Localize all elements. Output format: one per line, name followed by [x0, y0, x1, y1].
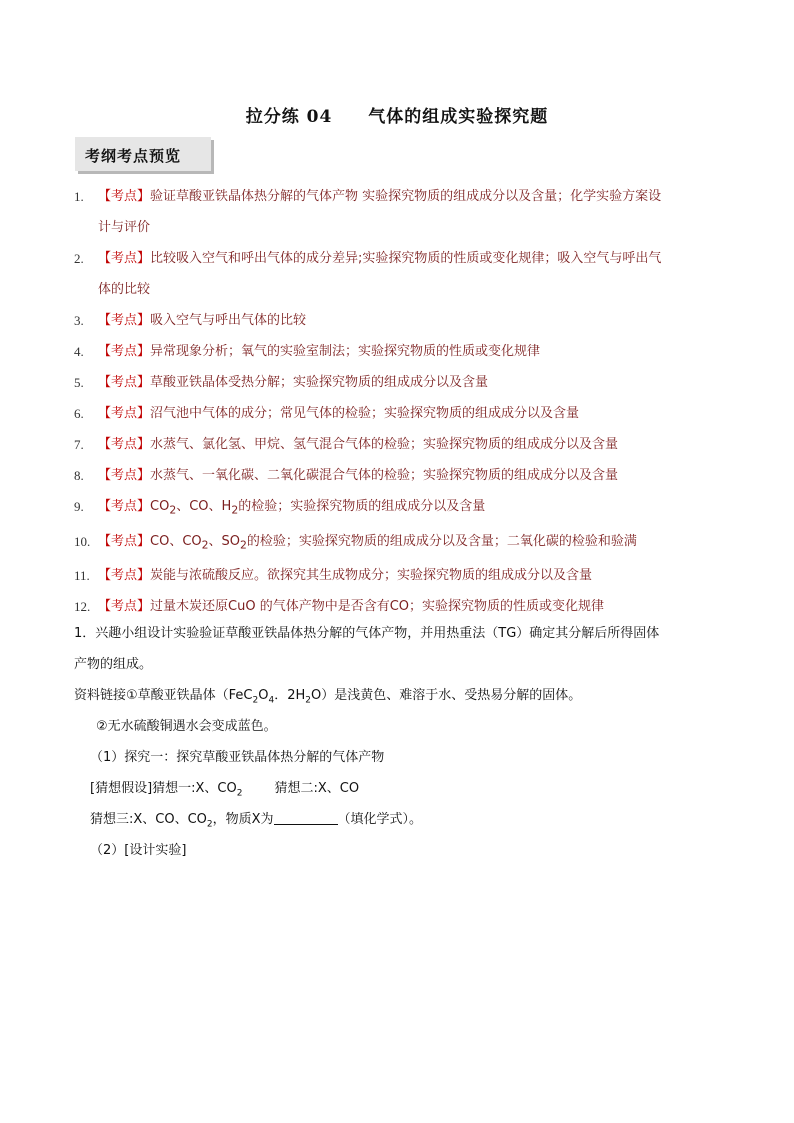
key-point-number: 9. — [74, 499, 84, 514]
key-point-tag: 【考点】 — [98, 437, 151, 452]
key-point-number: 12. — [74, 599, 91, 615]
key-point-text: 验证草酸亚铁晶体热分解的气体产物 实验探究物质的组成成分以及含量；化学实验方案设 — [150, 189, 662, 204]
key-point-number: 1. — [74, 189, 84, 204]
key-point-item — [74, 367, 734, 398]
question-line-2: 产物的组成。 — [74, 657, 153, 672]
key-point-tag: 【考点】 — [98, 251, 151, 266]
key-point-item — [74, 336, 734, 367]
key-point-number: 5. — [74, 375, 84, 390]
key-point-tag: 【考点】 — [98, 375, 151, 390]
page-title — [0, 102, 794, 127]
key-point-text: 比较吸入空气和呼出气体的成分差异;实验探究物质的性质或变化规律；吸入空气与呼出气 — [150, 251, 662, 266]
key-point-item — [74, 429, 734, 460]
key-point-tag: 【考点】 — [98, 189, 151, 204]
key-point-number: 11. — [74, 568, 90, 584]
question-line-1: 1．兴趣小组设计实验验证草酸亚铁晶体热分解的气体产物，并用热重法（TG）确定其分解后所得固体 — [74, 626, 660, 641]
key-point-item — [74, 526, 734, 561]
key-point-text: $CO_2$、CO、$H_2$的检验；实验探究物质的组成成分以及含量 — [150, 499, 486, 517]
key-point-tag: 【考点】 — [98, 344, 151, 359]
key-point-number: 6. — [74, 406, 84, 421]
key-point-item — [74, 398, 734, 429]
question-line-6: [猜想假设]猜想一:X、$CO_2$ 猜想二:X、CO — [90, 781, 360, 799]
question-line-8: （2）[设计实验] — [90, 843, 187, 858]
key-point-tag: 【考点】 — [98, 313, 151, 328]
question-line-7: 猜想三:X、CO、$CO_2$，物质X为 （填化学式）。 — [90, 812, 423, 830]
key-point-tag: 【考点】 — [98, 406, 151, 421]
key-point-number: 3. — [74, 313, 84, 328]
title-left: 拉分练 04 — [245, 107, 333, 127]
preview-heading-box — [75, 137, 211, 171]
key-point-tag: 【考点】 — [98, 533, 151, 549]
key-point-number: 2. — [74, 251, 84, 266]
key-point-text-continued: 计与评价 — [98, 220, 151, 235]
question-line-4: ②无水硫酸铜遇水会变成蓝色。 — [96, 719, 277, 734]
key-point-text: 草酸亚铁晶体受热分解；实验探究物质的组成成分以及含量 — [150, 375, 489, 390]
answer-blank[interactable] — [274, 810, 338, 825]
key-point-text: 炭能与浓硫酸反应。欲探究其生成物成分；实验探究物质的组成成分以及含量 — [150, 568, 593, 584]
key-point-item — [74, 305, 734, 336]
key-point-text: 过量木炭还原CuO 的气体产物中是否含有CO；实验探究物质的性质或变化规律 — [150, 599, 605, 615]
key-point-tag: 【考点】 — [98, 499, 151, 514]
key-point-item — [74, 460, 734, 491]
key-point-number: 10. — [74, 533, 91, 549]
key-point-text: CO、$CO_2$、$SO_2$的检验；实验探究物质的组成成分以及含量；二氧化碳的检验和验满 — [150, 533, 637, 552]
question-line-3: 资料链接①草酸亚铁晶体（$FeC_2O_4$．$2H_2O$）是浅黄色、难溶于水、受热易分解的固体。 — [74, 688, 582, 706]
key-point-text: 异常现象分析；氧气的实验室制法；实验探究物质的性质或变化规律 — [150, 344, 541, 359]
key-point-item — [74, 243, 734, 305]
key-point-item — [74, 181, 734, 243]
key-points-list — [74, 181, 734, 622]
key-point-tag: 【考点】 — [98, 568, 151, 584]
key-point-number: 4. — [74, 344, 84, 359]
key-point-item — [74, 491, 734, 526]
key-point-number: 8. — [74, 468, 84, 483]
key-point-text: 水蒸气、氯化氢、甲烷、氢气混合气体的检验；实验探究物质的组成成分以及含量 — [150, 437, 619, 452]
preview-heading: 考纲考点预览 — [85, 147, 182, 165]
key-point-tag: 【考点】 — [98, 599, 151, 615]
key-point-number: 7. — [74, 437, 84, 452]
key-point-text: 吸入空气与呼出气体的比较 — [150, 313, 307, 328]
key-point-item — [74, 560, 734, 591]
title-right: 气体的组成实验探究题 — [368, 107, 549, 127]
key-point-text: 水蒸气、一氧化碳、二氧化碳混合气体的检验；实验探究物质的组成成分以及含量 — [150, 468, 619, 483]
question-line-5: （1）探究一：探究草酸亚铁晶体热分解的气体产物 — [90, 750, 385, 765]
key-point-text: 沼气池中气体的成分；常见气体的检验；实验探究物质的组成成分以及含量 — [150, 406, 580, 421]
key-point-text-continued: 体的比较 — [98, 282, 151, 297]
key-point-tag: 【考点】 — [98, 468, 151, 483]
